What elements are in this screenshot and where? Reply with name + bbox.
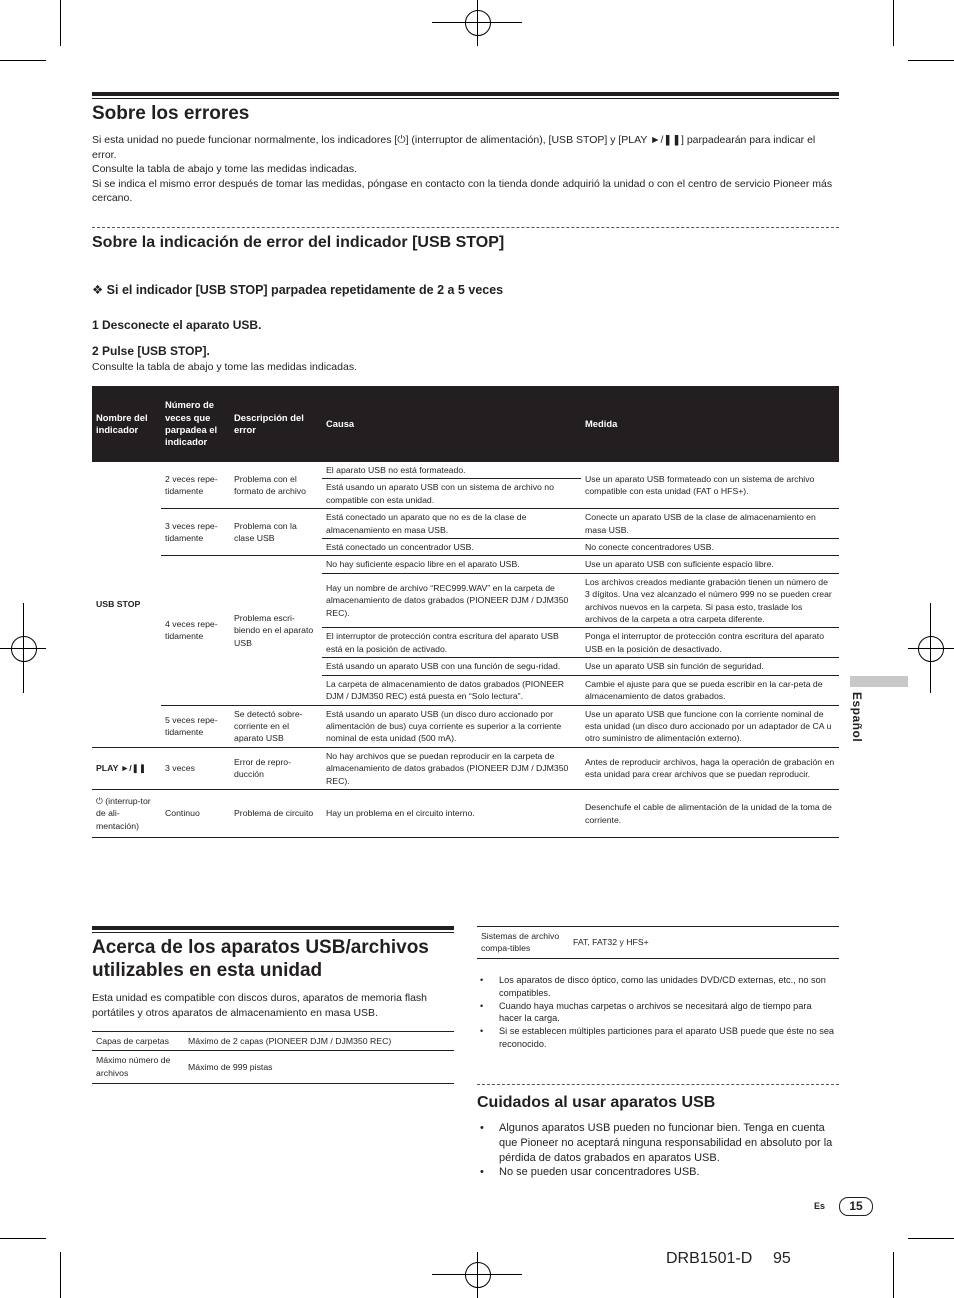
blink-count: 4 veces repe-tidamente [161,556,230,705]
crop-mark [893,0,894,46]
remedy-cell: Use un aparato USB con suficiente espacio libre. [581,556,839,573]
language-tab-label: Español [850,692,864,743]
step-2: 2 Pulse [USB STOP]. [92,344,210,358]
spec-value: FAT, FAT32 y HFS+ [569,927,839,959]
table-row [92,462,839,479]
paragraph: Si esta unidad no puede funcionar normalmente, los indicadores [⏻] (interruptor de alimentación), [USB STOP] y [PLAY ►/❚❚] parpadearán para indicar el error. [92,134,816,161]
section-title [92,936,429,982]
remedy-cell: No conecte concentradores USB. [581,539,839,556]
remedy-cell: Use un aparato USB que funcione con la corriente nominal de esta unidad (un disco duro accionado por un adaptador de CA u otro suministro de alimentación externo). [581,705,839,747]
document-page: 95 [773,1250,791,1267]
dashed-divider [92,227,839,228]
remedy-cell: Antes de reproducir archivos, haga la operación de grabación en esta unidad para crear archivos que se puedan reproducir. [581,747,839,789]
section-body [92,133,839,206]
paragraph: Si se indica el mismo error después de tomar las medidas, póngase en contacto con la tienda donde adquirió la unidad o con el centro de servicio Pioneer más cercano. [92,177,833,204]
blink-count: 3 veces repe-tidamente [161,509,230,556]
list-item: • Si se establecen múltiples particiones para el aparato USB puede que éste no sea reconocido. [477,1025,837,1051]
error-description: Problema con el formato de archivo [230,462,322,509]
paragraph: Consulte la tabla de abajo y tome las medidas indicadas. [92,163,357,175]
list-item: • Algunos aparatos USB pueden no funcionar bien. Tenga en cuenta que Pioneer no aceptará ninguna responsabilidad en absoluto por la pérdida de datos grabados en aparatos USB. [477,1121,839,1165]
spec-table [92,1031,454,1084]
crop-mark [908,60,954,61]
subsection-title: Sobre la indicación de error del indicador [USB STOP] [92,234,505,251]
remedy-cell: Use un aparato USB sin función de seguridad. [581,658,839,675]
spec-value: Máximo de 2 capas (PIONEER DJM / DJM350 REC) [184,1032,454,1051]
cause-cell: No hay archivos que se puedan reproducir en la carpeta de almacenamiento de datos grabados (PIONEER DJM / DJM350 REC). [322,747,581,789]
remedy-cell: Los archivos creados mediante grabación tienen un número de 3 dígitos. Una vez alcanzado el número 999 no se pueden crear archivos nuevos en la carpeta. Si pasa esto, traslade los archivos de la carpeta a otra carpeta diferente. [581,573,839,628]
table-row [92,789,839,837]
error-description: Error de repro-ducción [230,747,322,789]
remedy-cell: Cambie el ajuste para que se pueda escribir en la car-peta de almacenamiento de datos grabados. [581,675,839,705]
table-row [477,927,839,959]
cause-cell: El aparato USB no está formateado. [322,462,581,479]
column-header: Nombre del indicador [92,386,161,462]
remedy-cell: Desenchufe el cable de alimentación de la unidad de la toma de corriente. [581,789,839,837]
column-header: Número de veces que parpadea el indicador [161,386,230,462]
table-row [92,1051,454,1084]
title-line: utilizables en esta unidad [92,960,323,981]
list-item: • No se pueden usar concentradores USB. [477,1165,839,1180]
spec-label: Máximo número de archivos [92,1051,184,1084]
language-tab-bar [850,676,908,687]
section-intro: Esta unidad es compatible con discos duros, aparatos de memoria flash portátiles y otros aparatos de almacenamiento en masa USB. [92,992,428,1019]
crop-mark [0,1238,46,1239]
crop-mark [60,1252,61,1298]
document-code: DRB1501-D [666,1250,753,1267]
page-number: 15 [839,1197,873,1216]
section-rule [92,926,454,930]
list-item: • Los aparatos de disco óptico, como las unidades DVD/CD externas, etc., no son compatibles. [477,974,837,1000]
spec-value: Máximo de 999 pistas [184,1051,454,1084]
cause-cell: Está usando un aparato USB (un disco duro accionado por alimentación de bus) cuya corriente es superior a la corriente nominal de esta unidad (500 mA). [322,705,581,747]
spec-table [477,926,839,959]
procedure-heading: ❖ Si el indicador [USB STOP] parpadea repetidamente de 2 a 5 veces [92,283,504,297]
cause-cell: El interruptor de protección contra escritura del aparato USB está en la posición de activado. [322,628,581,658]
table-row [92,1032,454,1051]
blink-count: 5 veces repe-tidamente [161,705,230,747]
registration-circle [11,636,37,662]
cause-cell: No hay suficiente espacio libre en el aparato USB. [322,556,581,573]
step-1: 1 Desconecte el aparato USB. [92,318,262,332]
indicator-name: USB STOP [92,462,161,747]
notes-list [477,974,837,1051]
table-row [92,747,839,789]
subsection-title: Cuidados al usar aparatos USB [477,1094,716,1111]
remedy-cell: Conecte un aparato USB de la clase de almacenamiento en masa USB. [581,509,839,539]
blink-count: 2 veces repe-tidamente [161,462,230,509]
cause-cell: La carpeta de almacenamiento de datos grabados (PIONEER DJM / DJM350 REC) está puesta en “Solo lectura”. [322,675,581,705]
cause-cell: Hay un problema en el circuito interno. [322,789,581,837]
language-code: Es [814,1201,826,1211]
section-rule [92,932,454,933]
caution-list [477,1121,839,1180]
dashed-divider [477,1084,839,1085]
registration-circle [465,1262,491,1288]
remedy-cell: Ponga el interruptor de protección contra escritura del aparato USB en la posición de desactivado. [581,628,839,658]
crop-mark [893,1252,894,1298]
error-description: Se detectó sobre-corriente en el aparato USB [230,705,322,747]
cause-cell: Está conectado un aparato que no es de la clase de almacenamiento en masa USB. [322,509,581,539]
error-table [92,386,839,838]
cause-cell: Está usando un aparato USB con una función de segu-ridad. [322,658,581,675]
blink-count: 3 veces [161,747,230,789]
spec-label: Sistemas de archivo compa-tibles [477,927,569,959]
crop-mark [0,60,46,61]
table-row [92,509,839,539]
spec-label: Capas de carpetas [92,1032,184,1051]
cause-cell: Hay un nombre de archivo “REC999.WAV” en la carpeta de almacenamiento de datos grabados (PIONEER DJM / DJM350 REC). [322,573,581,628]
section-rule [92,92,839,96]
title-line: Acerca de los aparatos USB/archivos [92,937,429,958]
table-row [92,556,839,573]
column-header: Medida [581,386,839,462]
table-note: Consulte la tabla de abajo y tome las medidas indicadas. [92,361,357,373]
column-header: Causa [322,386,581,462]
registration-circle [465,10,491,36]
blink-count: Continuo [161,789,230,837]
section-rule [92,98,839,99]
section-title: Sobre los errores [92,103,250,124]
remedy-cell: Use un aparato USB formateado con un sistema de archivo compatible con esta unidad (FAT o HFS+). [581,462,839,509]
indicator-name: ⏻ (interrup-tor de ali-mentación) [92,789,161,837]
table-header-row [92,386,839,462]
list-item: • Cuando haya muchas carpetas o archivos se necesitará algo de tiempo para hacer la carga. [477,1000,837,1026]
error-description: Problema con la clase USB [230,509,322,556]
column-header: Descripción del error [230,386,322,462]
crop-mark [908,1238,954,1239]
cause-cell: Está usando un aparato USB con un sistema de archivo no compatible con esta unidad. [322,479,581,509]
indicator-name: PLAY ►/❚❚ [92,747,161,789]
cause-cell: Está conectado un concentrador USB. [322,539,581,556]
error-description: Problema de circuito [230,789,322,837]
registration-circle [918,636,944,662]
crop-mark [60,0,61,46]
error-description: Problema escri-biendo en el aparato USB [230,556,322,705]
